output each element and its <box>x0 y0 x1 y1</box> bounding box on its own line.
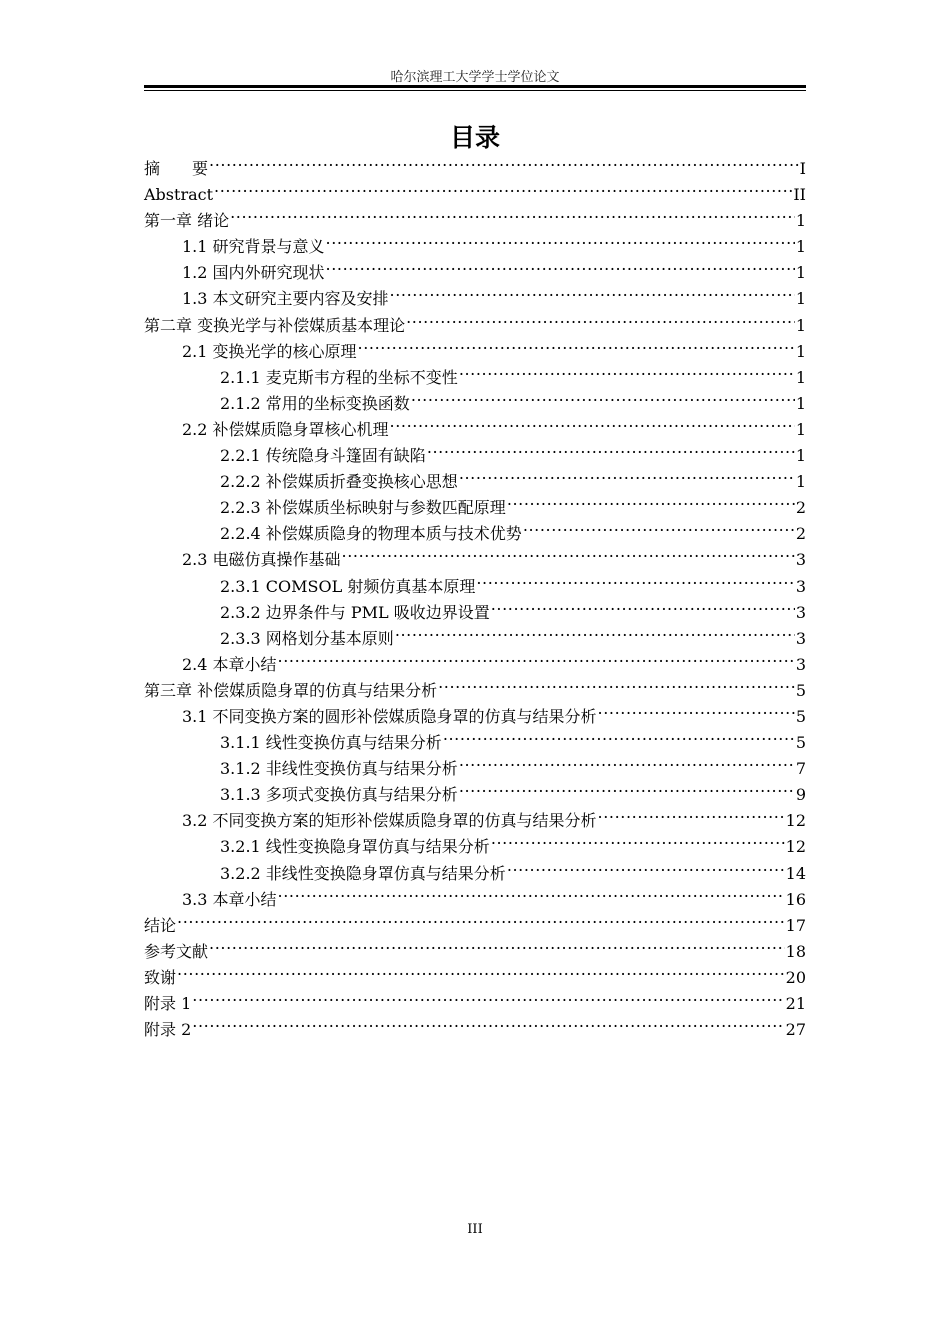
toc-entry-page: 1 <box>795 341 806 361</box>
toc-entry-label: 2.2 补偿媒质隐身罩核心机理 <box>182 419 389 439</box>
toc-entry-page: 1 <box>795 472 806 492</box>
toc-entry-page: 27 <box>785 1020 806 1040</box>
toc-leader-dots <box>278 644 795 670</box>
toc-entry[interactable] <box>144 957 806 987</box>
toc-entry-label: 第三章 补偿媒质隐身罩的仿真与结果分析 <box>144 680 438 700</box>
toc-leader-dots <box>390 409 795 435</box>
toc-entry-label: 3.1 不同变换方案的圆形补偿媒质隐身罩的仿真与结果分析 <box>182 706 597 726</box>
toc-entry-page: 3 <box>795 576 806 596</box>
toc-entry-page: 7 <box>795 759 806 779</box>
toc-entry-label: 2.3.3 网格划分基本原则 <box>220 628 394 648</box>
toc-entry-page: 1 <box>795 211 806 231</box>
toc-entry-label: 摘 要 <box>144 159 209 178</box>
toc-leader-dots <box>459 461 795 487</box>
toc-entry-label: 第二章 变换光学与补偿媒质基本理论 <box>144 315 406 335</box>
toc-entry-page: 1 <box>795 393 806 413</box>
toc-entry-label: 附录 1 <box>144 994 192 1013</box>
toc-entry-page: 17 <box>785 915 806 935</box>
toc-leader-dots <box>230 200 795 226</box>
toc-entry[interactable] <box>144 905 806 935</box>
toc-entry-page: 5 <box>795 733 806 753</box>
toc-leader-dots <box>438 670 795 696</box>
toc-leader-dots <box>598 800 785 826</box>
toc-entry-label: 3.1.2 非线性变换仿真与结果分析 <box>220 759 458 779</box>
toc-entry-page: II <box>793 185 806 205</box>
toc-leader-dots <box>507 487 795 513</box>
toc-entry-page: 1 <box>795 367 806 387</box>
table-of-contents <box>144 148 806 1040</box>
toc-entry-page: 3 <box>795 628 806 648</box>
toc-leader-dots <box>214 174 792 200</box>
toc-entry-label: Abstract <box>144 185 214 205</box>
toc-entry[interactable] <box>144 200 806 231</box>
toc-leader-dots <box>326 226 795 252</box>
toc-entry-label: 3.1.1 线性变换仿真与结果分析 <box>220 733 442 753</box>
toc-leader-dots <box>326 252 795 278</box>
toc-entry-label: 2.2.2 补偿媒质折叠变换核心思想 <box>220 472 458 492</box>
toc-leader-dots <box>358 331 795 357</box>
toc-entry-page: 16 <box>785 889 806 909</box>
toc-entry-label: 3.2.1 线性变换隐身罩仿真与结果分析 <box>220 837 490 857</box>
toc-entry-label: 2.3.1 COMSOL 射频仿真基本原理 <box>220 576 476 596</box>
header-rule-thin <box>144 90 806 91</box>
toc-leader-dots <box>406 305 795 331</box>
toc-entry-label: 致谢 <box>144 967 177 987</box>
toc-entry-label: 1.2 国内外研究现状 <box>182 263 325 283</box>
toc-entry-label: 2.1.1 麦克斯韦方程的坐标不变性 <box>220 367 458 387</box>
toc-entry-label: 3.2.2 非线性变换隐身罩仿真与结果分析 <box>220 863 506 883</box>
page-title: 目录 <box>449 123 500 152</box>
toc-entry-label: 结论 <box>144 915 177 935</box>
running-header: 哈尔滨理工大学学士学位论文 <box>390 70 560 85</box>
toc-leader-dots <box>209 148 799 174</box>
toc-entry-page: 14 <box>785 863 806 883</box>
toc-entry-label: 2.2.3 补偿媒质坐标映射与参数匹配原理 <box>220 498 506 518</box>
toc-leader-dots <box>523 513 795 539</box>
toc-leader-dots <box>427 435 795 461</box>
toc-entry-page: 1 <box>795 446 806 466</box>
header-rule-thick <box>144 85 806 88</box>
toc-leader-dots <box>209 931 785 957</box>
toc-entry[interactable] <box>144 148 806 178</box>
toc-entry-page: 2 <box>795 524 806 544</box>
toc-leader-dots <box>476 566 794 592</box>
toc-leader-dots <box>443 722 795 748</box>
toc-entry-page: 5 <box>795 706 806 726</box>
toc-entry-page: 21 <box>785 994 806 1013</box>
toc-entry-page: 2 <box>795 498 806 518</box>
toc-entry-label: 1.3 本文研究主要内容及安排 <box>182 289 389 309</box>
toc-entry-page: 3 <box>795 550 806 570</box>
toc-leader-dots <box>459 357 795 383</box>
toc-entry-label: 2.2.1 传统隐身斗篷固有缺陷 <box>220 446 426 466</box>
toc-entry-page: 20 <box>785 967 806 987</box>
toc-entry-page: 5 <box>795 680 806 700</box>
toc-entry[interactable] <box>144 1009 806 1040</box>
toc-leader-dots <box>411 383 795 409</box>
toc-leader-dots <box>507 853 785 879</box>
toc-entry[interactable] <box>144 226 806 257</box>
toc-entry-label: 3.1.3 多项式变换仿真与结果分析 <box>220 785 458 805</box>
toc-entry-page: 3 <box>795 602 806 622</box>
toc-entry[interactable] <box>144 983 806 1013</box>
toc-entry-label: 2.2.4 补偿媒质隐身的物理本质与技术优势 <box>220 524 522 544</box>
toc-leader-dots <box>598 696 795 722</box>
toc-entry-page: 18 <box>785 941 806 961</box>
toc-leader-dots <box>395 618 795 644</box>
toc-leader-dots <box>491 826 785 852</box>
toc-entry-label: 2.4 本章小结 <box>182 654 277 674</box>
toc-leader-dots <box>390 278 795 304</box>
toc-leader-dots <box>192 1009 784 1035</box>
toc-entry-label: 2.1 变换光学的核心原理 <box>182 341 357 361</box>
toc-entry-label: 2.1.2 常用的坐标变换函数 <box>220 393 410 413</box>
toc-leader-dots <box>491 592 795 618</box>
toc-leader-dots <box>459 774 795 800</box>
toc-leader-dots <box>177 905 785 931</box>
toc-entry-label: 参考文献 <box>144 941 209 961</box>
toc-entry-label: 附录 2 <box>144 1020 192 1040</box>
toc-leader-dots <box>342 539 795 565</box>
toc-entry-page: 3 <box>795 654 806 674</box>
toc-entry-label: 第一章 绪论 <box>144 211 230 231</box>
toc-entry-label: 1.1 研究背景与意义 <box>182 237 325 257</box>
toc-entry-label: 2.3 电磁仿真操作基础 <box>182 550 341 570</box>
toc-leader-dots <box>278 879 785 905</box>
toc-entry-label: 2.3.2 边界条件与 PML 吸收边界设置 <box>220 602 490 622</box>
toc-entry-page: 9 <box>795 785 806 805</box>
toc-entry-page: 1 <box>795 315 806 335</box>
toc-entry-page: I <box>799 159 806 178</box>
toc-entry[interactable] <box>144 931 806 961</box>
toc-entry-page: 1 <box>795 289 806 309</box>
toc-entry-page: 1 <box>795 419 806 439</box>
toc-entry[interactable] <box>144 174 806 205</box>
toc-leader-dots <box>192 983 784 1009</box>
toc-leader-dots <box>459 748 795 774</box>
toc-entry-page: 1 <box>795 237 806 257</box>
toc-entry-page: 12 <box>785 837 806 857</box>
toc-entry-page: 12 <box>785 811 806 831</box>
toc-entry-label: 3.2 不同变换方案的矩形补偿媒质隐身罩的仿真与结果分析 <box>182 811 597 831</box>
toc-entry-page: 1 <box>795 263 806 283</box>
toc-entry-label: 3.3 本章小结 <box>182 889 277 909</box>
toc-leader-dots <box>177 957 785 983</box>
page-number: III <box>467 1222 483 1237</box>
